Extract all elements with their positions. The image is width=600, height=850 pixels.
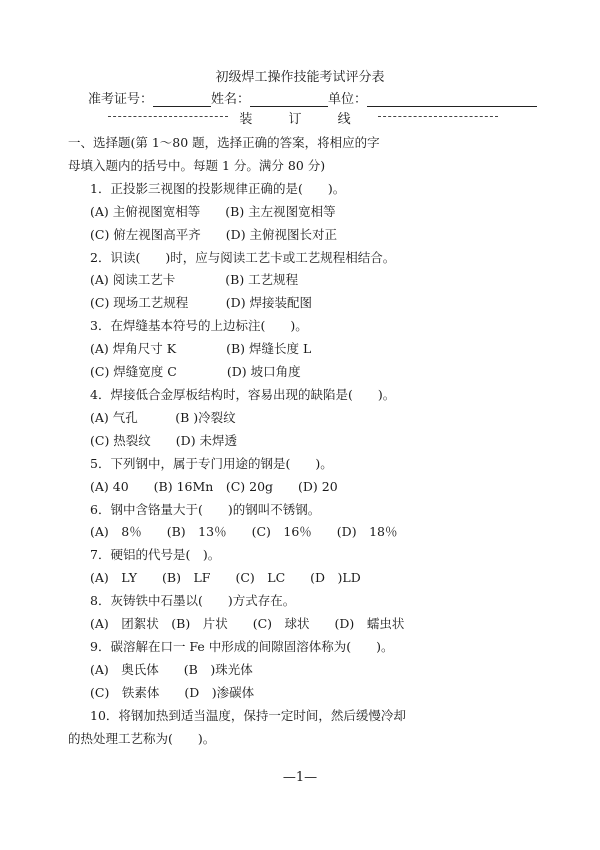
page-title: 初级焊工操作技能考试评分表 (215, 70, 385, 85)
question-options: (C) 现场工艺规程 (D) 焊接装配图 (90, 295, 313, 311)
question-options: (A) LY (B) LF (C) LC (D )LD (90, 570, 361, 586)
question-text: 1．正投影三视图的投影规律正确的是( )。 (90, 180, 346, 196)
question-3 (68, 315, 528, 384)
question-text: 2．识读( )时，应与阅读工艺卡或工艺规程相结合。 (90, 249, 396, 265)
question-options: (A) 焊角尺寸 K (B) 焊缝长度 L (90, 341, 312, 357)
binding-label: 装 订 线 (239, 112, 367, 127)
question-text: 3．在焊缝基本符号的上边标注( )。 (90, 318, 308, 334)
question-options: (A) 40 (B) 16Mn (C) 20g (D) 20 (90, 478, 338, 494)
name-field[interactable] (250, 92, 328, 107)
question-options: (C) 焊缝宽度 C (D) 坡口角度 (90, 364, 301, 380)
question-options: (A) 气孔 (B )冷裂纹 (90, 409, 236, 425)
question-text: 10．将钢加热到适当温度，保持一定时间，然后缓慢冷却 (90, 707, 406, 723)
question-text: 4．焊接低合金厚板结构时，容易出现的缺陷是( )。 (90, 386, 396, 402)
exam-no-field[interactable] (153, 92, 211, 107)
question-options: (C) 热裂纹 (D) 未焊透 (90, 432, 238, 448)
question-2 (68, 247, 528, 316)
unit-label: 单位： (328, 92, 368, 107)
question-options: (C) 俯左视图高平齐 (D) 主俯视图长对正 (90, 226, 338, 242)
page-number: —1— (282, 770, 318, 785)
question-10 (68, 705, 528, 751)
name-label: 姓名： (211, 92, 251, 107)
unit-field[interactable] (367, 92, 537, 107)
exam-no-label: 准考证号： (88, 92, 154, 107)
candidate-info-row (88, 88, 537, 107)
question-options: (A) 8％ (B) 13％ (C) 16％ (D) 18％ (90, 524, 398, 540)
question-text: 6．钢中含铬量大于( )的钢叫不锈钢。 (90, 501, 321, 517)
question-options: (A) 主俯视图宽相等 (B) 主左视图宽相等 (90, 203, 336, 219)
question-section (68, 132, 528, 750)
question-options: (C) 铁素体 (D )渗碳体 (90, 684, 255, 700)
question-5 (68, 453, 528, 499)
question-9 (68, 636, 528, 705)
section-intro-line-2: 母填入题内的括号中。每题 1 分。满分 80 分) (68, 157, 326, 173)
question-text: 8．灰铸铁中石墨以( )方式存在。 (90, 593, 296, 609)
question-8 (68, 590, 528, 636)
question-text: 5．下列钢中，属于专门用途的钢是( )。 (90, 455, 333, 471)
question-text: 7．硬铝的代号是( )。 (90, 547, 221, 563)
question-continuation: 的热处理工艺称为( )。 (68, 730, 216, 746)
question-options: (A) 奥氏体 (B )珠光体 (90, 661, 253, 677)
question-6 (68, 499, 528, 545)
section-intro-line-1: 一、选择题(第 1～80 题，选择正确的答案，将相应的字 (68, 135, 380, 150)
binding-line (108, 106, 498, 126)
question-options: (A) 阅读工艺卡 (B) 工艺规程 (90, 272, 299, 288)
binding-dash-right (378, 116, 498, 117)
question-options: (A) 团絮状 (B) 片状 (C) 球状 (D) 蠕虫状 (90, 616, 405, 632)
question-1 (68, 178, 528, 247)
question-7 (68, 544, 528, 590)
question-text: 9．碳溶解在口一 Fe 中形成的间隙固溶体称为( )。 (90, 638, 394, 654)
question-4 (68, 384, 528, 453)
